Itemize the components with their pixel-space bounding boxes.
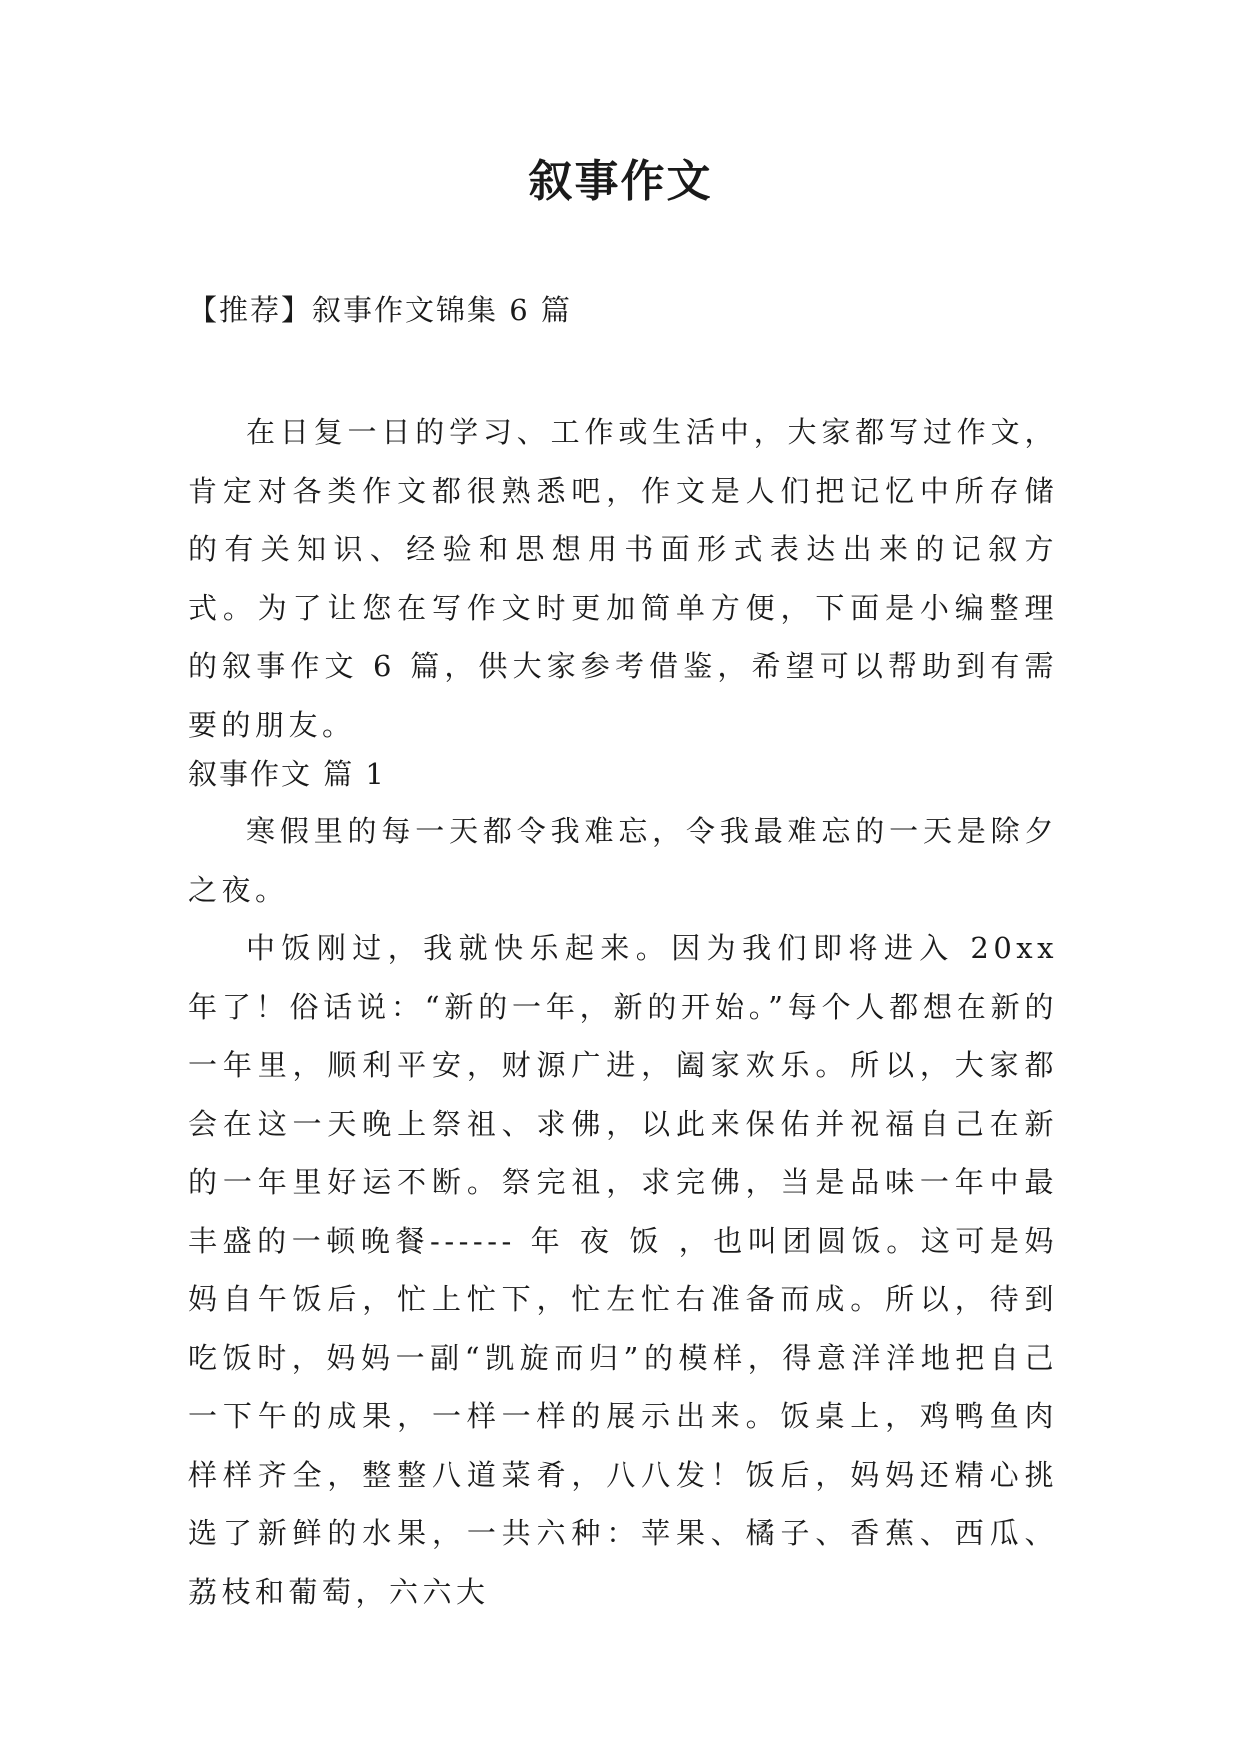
section-heading: 叙事作文 篇 1 [188,757,386,791]
body-paragraph-2: 中饭刚过，我就快乐起来。因为我们即将进入 20xx 年了！俗话说：“新的一年，新的开始。”每个人都想在新的一年里，顺利平安，财源广进，阖家欢乐。所以，大家都会在这一天晚上祭祖、求佛，以此来保佑并祝福自己在新的一年里好运不断。祭完祖，求完佛，当是品味一年中最丰盛的一顿晚餐------ 年 夜 饭 ，也叫团圆饭。这可是妈妈自午饭后，忙上忙下，忙左忙右准备而成。所以，待到吃饭时，妈妈一副“凯旋而归”的模样，得意洋洋地把自己一下午的成果，一样一样的展示出来。饭桌上，鸡鸭鱼肉样样齐全，整整八道菜肴，八八发！饭后，妈妈还精心挑选了新鲜的水果，一共六种：苹果、橘子、香蕉、西瓜、荔枝和葡萄，六六大 [188,931,1058,1609]
document-subtitle: 【推荐】叙事作文锦集 6 篇 [188,293,572,327]
body-paragraph-1: 寒假里的每一天都令我难忘，令我最难忘的一天是除夕之夜。 [188,814,1058,907]
intro-paragraph: 在日复一日的学习、工作或生活中，大家都写过作文，肯定对各类作文都很熟悉吧，作文是人们把记忆中所存储的有关知识、经验和思想用书面形式表达出来的记叙方式。为了让您在写作文时更加简单方便，下面是小编整理的叙事作文 6 篇，供大家参考借鉴，希望可以帮助到有需要的朋友。 [188,415,1058,742]
document-title: 叙事作文 [528,156,713,207]
